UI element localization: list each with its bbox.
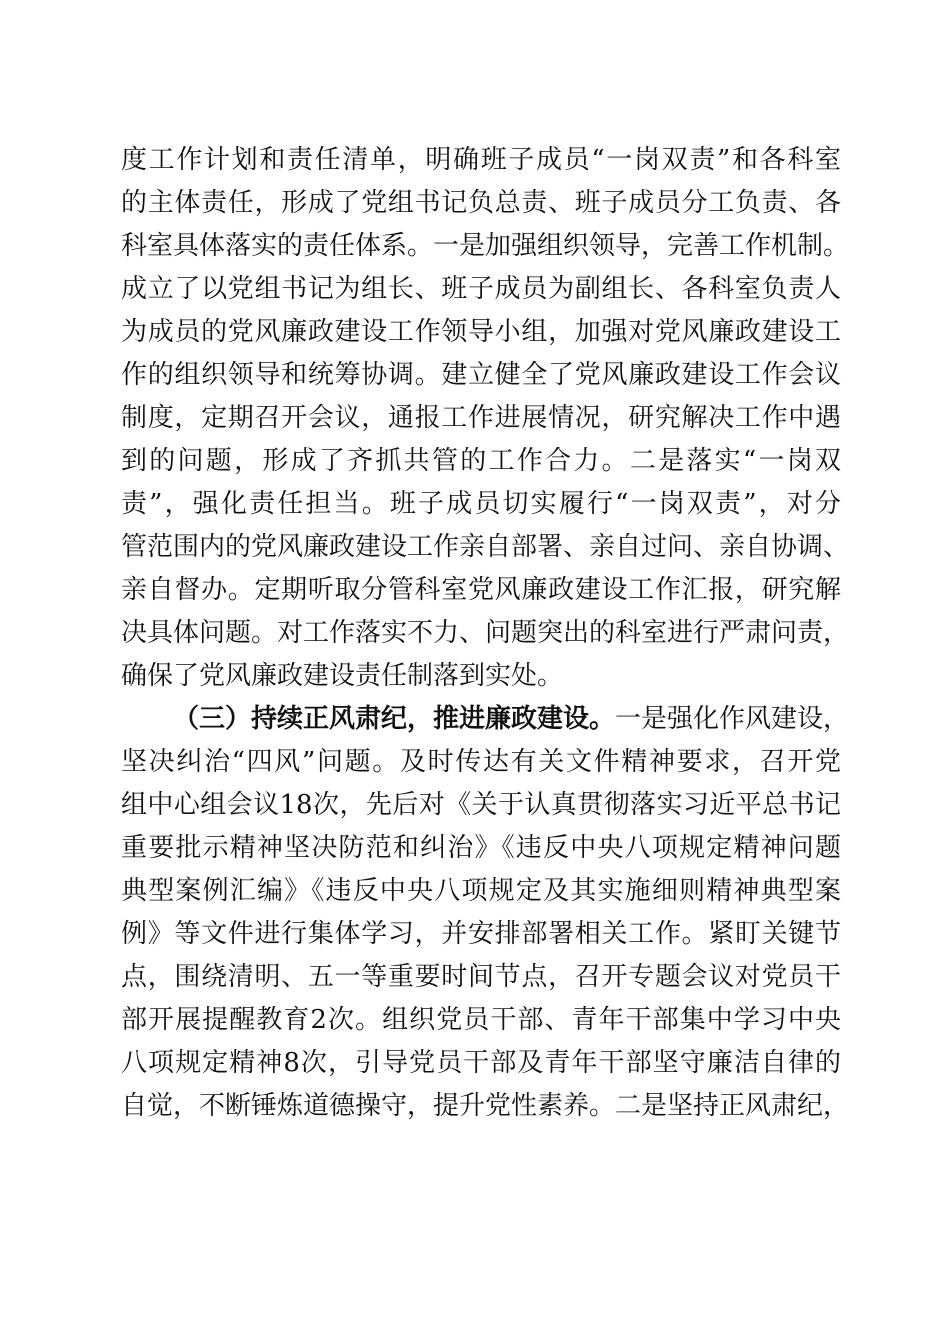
paragraph-line: 典型案例汇编》《违反中央八项规定及其实施细则精神典型案 <box>121 876 841 906</box>
section-heading-rest: 一是强化作风建设， <box>615 704 850 734</box>
paragraph-line: 管范围内的党风廉政建设工作亲自部署、亲自过问、亲自协调、 <box>121 532 850 562</box>
paragraph-line: 成立了以党组书记为组长、班子成员为副组长、各科室负责人 <box>121 274 841 304</box>
section-heading-line <box>173 699 850 739</box>
paragraph-line: 部开展提醒教育2次。组织党员干部、青年干部集中学习中央 <box>121 1005 841 1035</box>
paragraph-line: 例》等文件进行集体学习，并安排部署相关工作。紧盯关键节 <box>121 919 841 949</box>
paragraph-line: 自觉，不断锤炼道德操守，提升党性素养。二是坚持正风肃纪， <box>121 1091 850 1121</box>
paragraph-line: 确保了党风廉政建设责任制落到实处。 <box>121 661 564 691</box>
paragraph-line: 重要批示精神坚决防范和纠治》《违反中央八项规定精神问题 <box>121 833 841 863</box>
paragraph-line: 八项规定精神8次，引导党员干部及青年干部坚守廉洁自律的 <box>121 1048 841 1078</box>
paragraph-line: 到的问题，形成了齐抓共管的工作合力。二是落实“一岗双 <box>121 446 841 476</box>
paragraph-line: 作的组织领导和统筹协调。建立健全了党风廉政建设工作会议 <box>121 360 841 390</box>
paragraph-line: 责”，强化责任担当。班子成员切实履行“一岗双责”，对分 <box>121 489 841 519</box>
paragraph-line: 为成员的党风廉政建设工作领导小组，加强对党风廉政建设工 <box>121 317 841 347</box>
paragraph-line: 的主体责任，形成了党组书记负总责、班子成员分工负责、各 <box>121 188 841 218</box>
paragraph-line: 科室具体落实的责任体系。一是加强组织领导，完善工作机制。 <box>121 231 850 261</box>
paragraph-line: 亲自督办。定期听取分管科室党风廉政建设工作汇报，研究解 <box>121 575 841 605</box>
paragraph-line: 决具体问题。对工作落实不力、问题突出的科室进行严肃问责， <box>121 618 850 648</box>
section-heading: （三）持续正风肃纪，推进廉政建设。 <box>173 704 616 734</box>
paragraph-line: 组中心组会议18次，先后对《关于认真贯彻落实习近平总书记 <box>121 790 841 820</box>
paragraph-line: 度工作计划和责任清单，明确班子成员“一岗双责”和各科室 <box>121 145 841 175</box>
paragraph-line: 制度，定期召开会议，通报工作进展情况，研究解决工作中遇 <box>121 403 841 433</box>
paragraph-line: 点，围绕清明、五一等重要时间节点，召开专题会议对党员干 <box>121 962 841 992</box>
paragraph-line: 坚决纠治“四风”问题。及时传达有关文件精神要求，召开党 <box>121 747 841 777</box>
